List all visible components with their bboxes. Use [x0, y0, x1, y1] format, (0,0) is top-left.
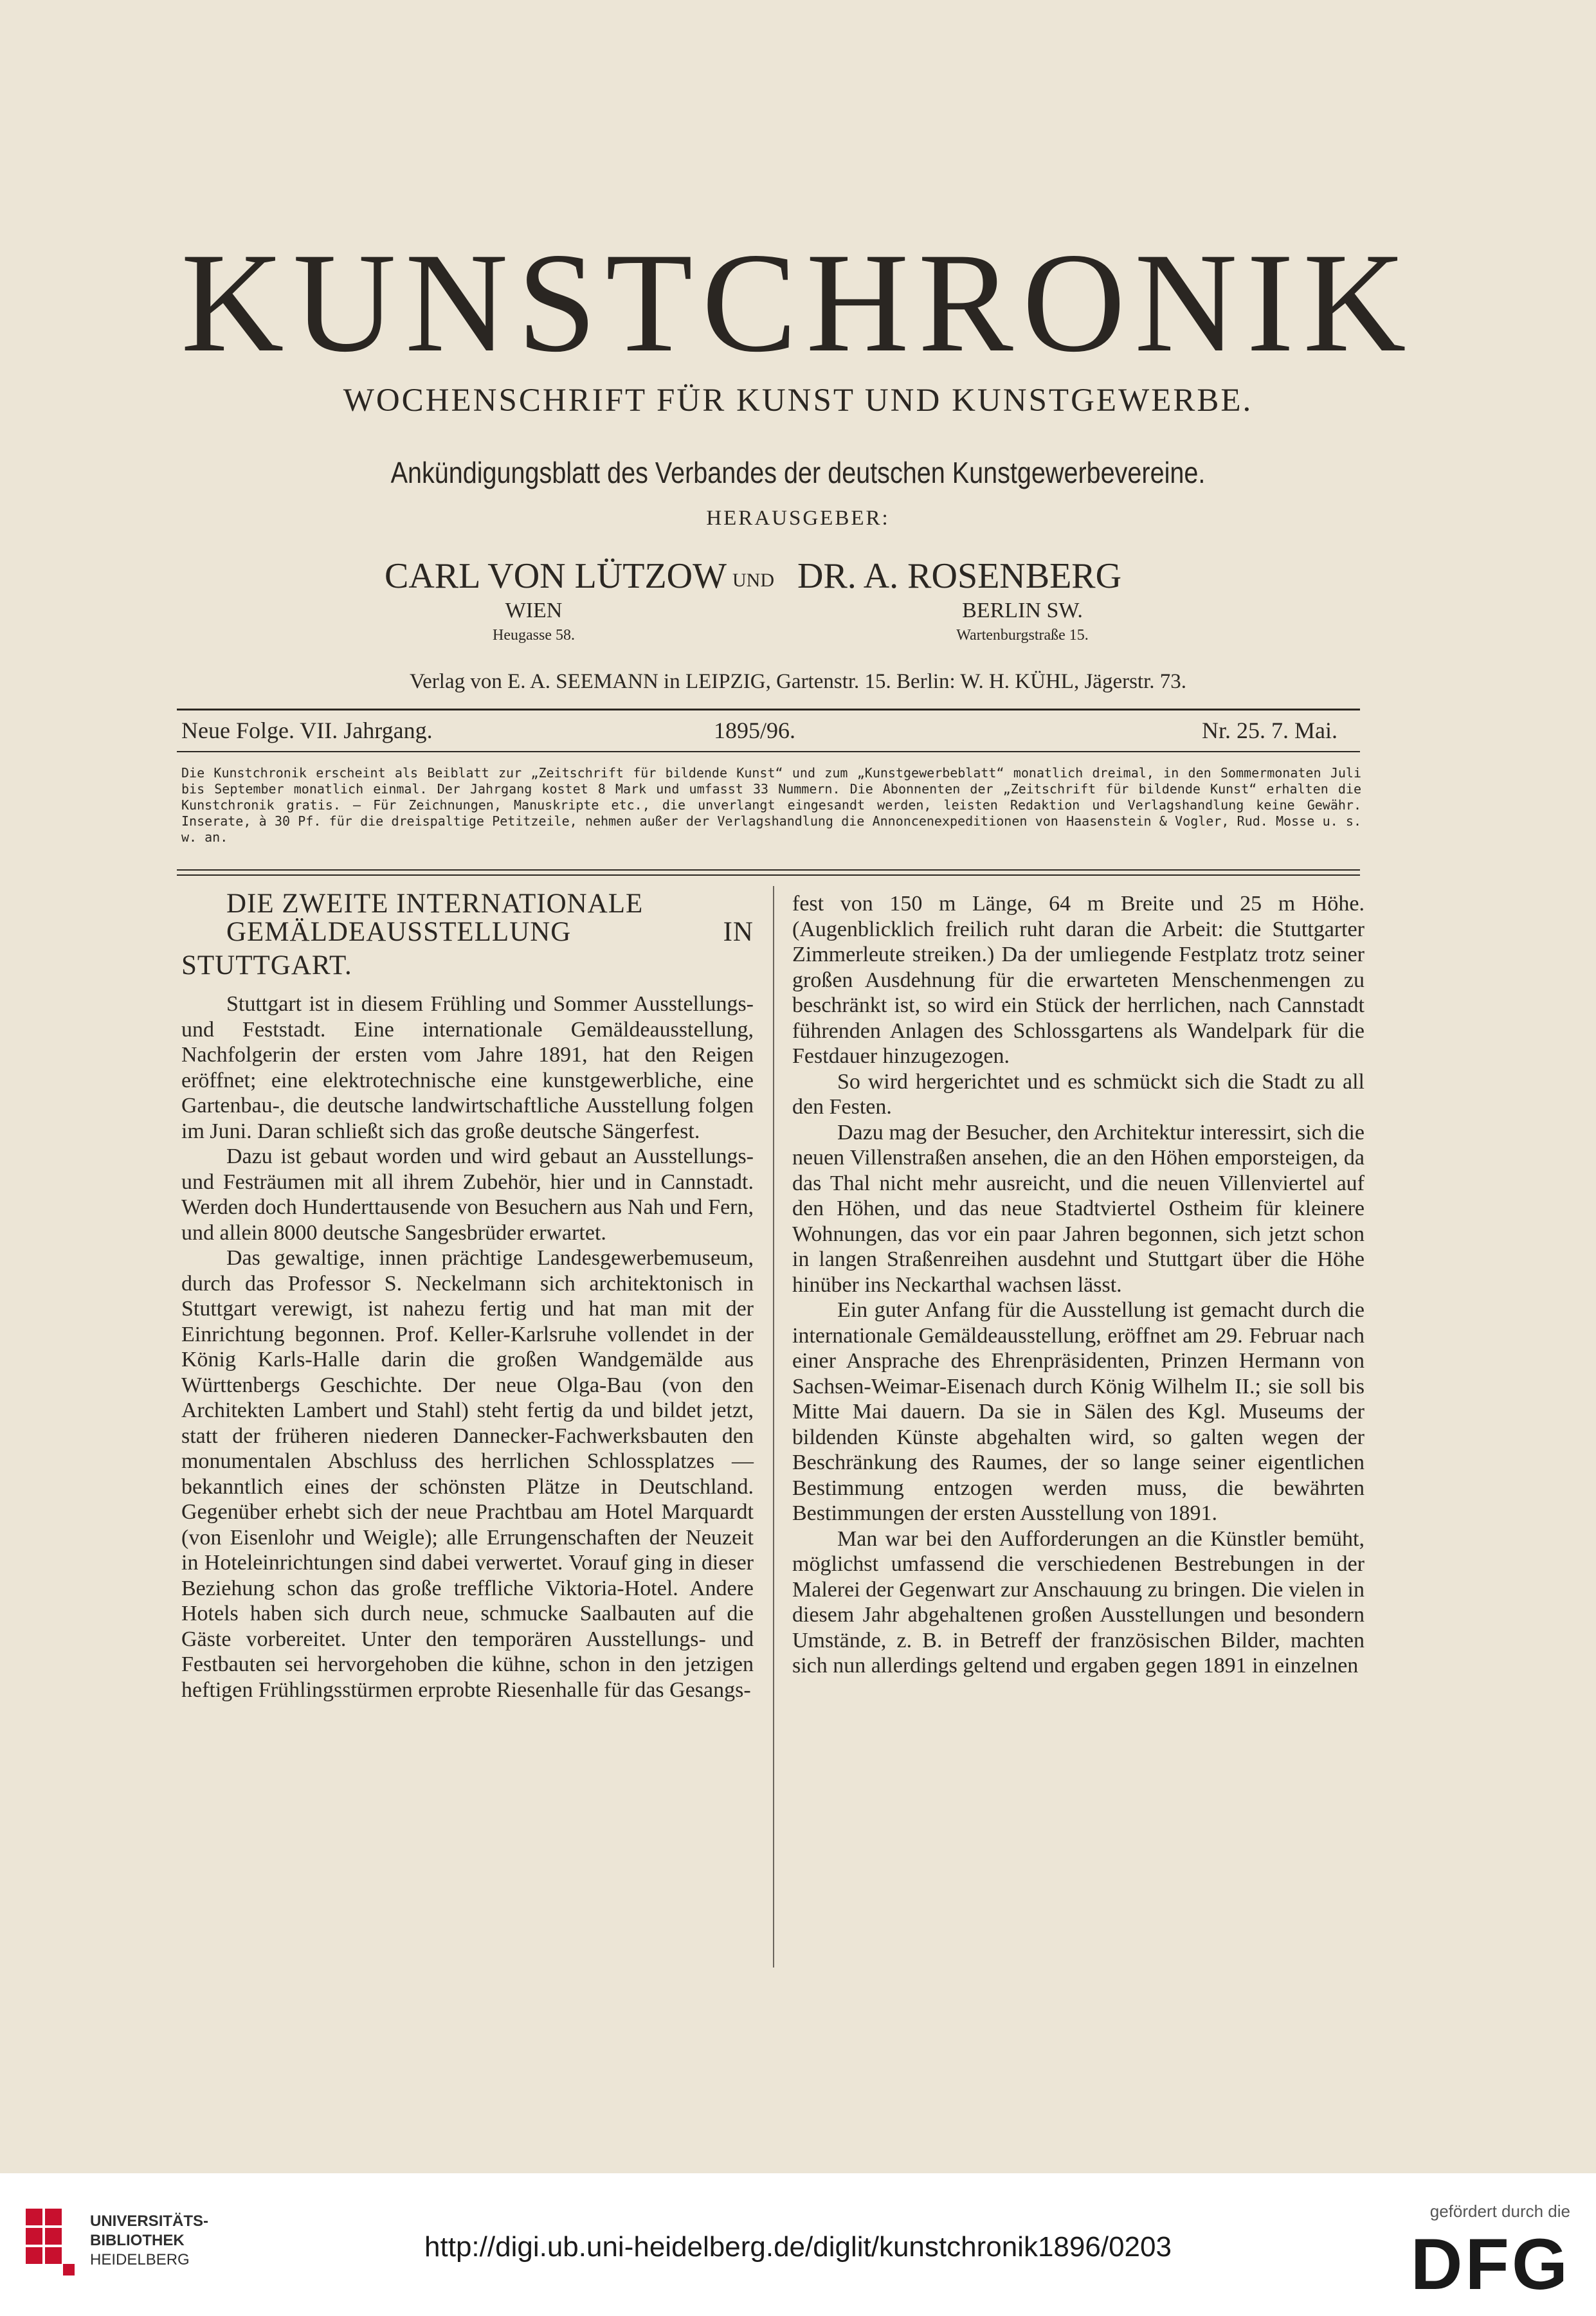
- editor-right-address: Wartenburgstraße 15.: [956, 627, 1089, 644]
- article-title-line2: GEMÄLDEAUSSTELLUNG IN STUTTGART.: [181, 917, 754, 981]
- masthead-announcement: Ankündigungsblatt des Verbandes der deutschen Kunstgewerbevereine.: [390, 456, 1206, 489]
- masthead-title: KUNSTCHRONIK: [181, 224, 1415, 382]
- sponsor-text: gefördert durch die: [1429, 2202, 1570, 2221]
- article-column-right: [792, 891, 1365, 1679]
- viewer-footer: [0, 2173, 1596, 2316]
- subscription-notice: Die Kunstchronik erscheint als Beiblatt zur „Zeitschrift für bildende Kunst“ und zum „Kunstgewerbeblatt“ monatlich dreimal, in den Sommermonaten Juli bis September monatlich einmal. Der Jahrgang kostet 8 Mark und umfasst 33 Nummern. Die Abonnenten der „Zeitschrift für bildende Kunst“ erhalten die Kunstchronik gratis. — Für Zeichnungen, Manuskripte etc., die unverlangt eingesandt werden, leisten Redaktion und Verlagshandlung keine Gewähr. Inserate, à 30 Pf. für die dreispaltige Petitzeile, nehmen außer der Verlagshandlung die Annoncenexpeditionen von Haasenstein & Vogler, Rud. Mosse u. s. w. an.: [181, 765, 1361, 845]
- notice-rule-1: [177, 869, 1360, 871]
- dfg-logo: DFG: [1410, 2224, 1570, 2304]
- issue-year: 1895/96.: [714, 718, 796, 743]
- paragraph: Man war bei den Aufforderungen an die Künstler bemüht, möglichst umfassend die verschiedenen Bestrebungen in der Malerei der Gegenwart zur Anschauung zu bringen. Die vielen in diesem Jahr abgehaltenen großen Ausstellungen und besondern Umstände, z. B. in Betreff der französischen Bilder, machten sich nun allerdings geltend und ergaben gegen 1891 in einzelnen: [792, 1526, 1365, 1678]
- paragraph: So wird hergerichtet und es schmückt sich die Stadt zu all den Festen.: [792, 1069, 1365, 1119]
- library-name-line3: HEIDELBERG: [90, 2251, 190, 2268]
- editor-left-name: CARL VON LÜTZOW: [385, 556, 727, 596]
- column-separator: [773, 886, 774, 1968]
- permalink-url[interactable]: http://digi.ub.uni-heidelberg.de/diglit/kunstchronik1896/0203: [424, 2231, 1172, 2263]
- article-column-left: [181, 887, 754, 1703]
- paragraph: Das gewaltige, innen prächtige Landesgewerbemuseum, durch das Professor S. Neckelmann sich architektonisch in Stuttgart verewigt, ist nahezu fertig und hat man mit der Einrichtung begonnen. Prof. Keller-Karlsruhe vollendet in der König Karls-Halle darin die großen Wandgemälde aus Württenbergs Geschichte. Der neue Olga-Bau (von den Architekten Lambert und Stahl) steht fertig da und bildet jetzt, statt der früheren niederen Dannecker-Fachwerksbauten den monumentalen Abschluss des herrlichen Schlossplatzes — bekanntlich eines der schönsten Plätze in Deutschland. Gegenüber erhebt sich der neue Prachtbau am Hotel Marquardt (von Eisenlohr und Weigle); alle Errungenschaften der Neuzeit in Hoteleinrichtungen sind dabei verwertet. Vorauf ging in dieser Beziehung schon das große treffliche Viktoria-Hotel. Andere Hotels haben sich durch neue, schmucke Saalbauten auf die Gäste vorbereitet. Unter den temporären Ausstellungs- und Festbauten sei hervorgehoben die kühne, schon in den jetzigen heftigen Frühlingsstürmen erprobte Riesenhalle für das Gesangs-: [181, 1246, 754, 1702]
- article-title-line1: DIE ZWEITE INTERNATIONALE: [226, 889, 644, 919]
- issue-rule-top: [177, 709, 1360, 710]
- editor-right-city: BERLIN SW.: [962, 599, 1083, 622]
- issue-number: Nr. 25. 7. Mai.: [1202, 718, 1338, 743]
- paragraph: Dazu mag der Besucher, den Architektur interessirt, sich die neuen Villenstraßen ansehen, die an den Höhen emporsteigen, da das Thal nicht mehr ausreicht, und die neuen Villenviertel auf den Höhen, und das neue Stadtviertel Ostheim für kleinere Wohnungen, das vor ein paar Jahren begonnen, sich jetzt schon in langen Straßenreihen ausdehnt und Stuttgart über die Höhe hinüber ins Neckarthal wachsen lässt.: [792, 1120, 1365, 1297]
- masthead-subtitle: WOCHENSCHRIFT FÜR KUNST UND KUNSTGEWERBE.: [343, 383, 1253, 419]
- editor-left-address: Heugasse 58.: [493, 627, 575, 644]
- editor-left-city: WIEN: [505, 599, 563, 622]
- editor-connector: UND: [732, 570, 774, 591]
- issue-series: Neue Folge. VII. Jahrgang.: [181, 718, 433, 743]
- library-name-line2: BIBLIOTHEK: [90, 2232, 185, 2249]
- library-name-line1: UNIVERSITÄTS-: [90, 2212, 209, 2230]
- publisher-line: Verlag von E. A. SEEMANN in LEIPZIG, Gartenstr. 15. Berlin: W. H. KÜHL, Jägerstr. 73.: [409, 670, 1187, 693]
- paragraph: fest von 150 m Länge, 64 m Breite und 25 m Höhe. (Augenblicklich freilich ruht daran die Arbeit: die Stuttgarter Zimmerleute streiken.) Da der umliegende Festplatz trotz seiner großen Ausdehnung für die erwarteten Menschenmengen zu beschränkt ist, so wird ein Stück der herrlichen, nach Cannstadt führenden Anlagen des Schlossgartens als Wandelpark für die Festdauer hinzugezogen.: [792, 892, 1365, 1068]
- issue-rule-bottom: [177, 751, 1360, 752]
- notice-rule-2: [177, 874, 1360, 876]
- paragraph: Ein guter Anfang für die Ausstellung ist gemacht durch die internationale Gemäldeausstellung, eröffnet am 29. Februar nach einer Ansprache des Ehrenpräsidenten, Prinzen Hermann von Sachsen-Weimar-Eisenach durch König Wilhelm II.; sie soll bis Mitte Mai dauern. Da sie in Sälen des Kgl. Museums der bildenden Künste abgehalten wird, so galten wegen der Beschränkung des Raumes, der so lange seiner eigentlichen Bestimmung entzogen werden muss, die bewährten Bestimmungen der ersten Ausstellung von 1891.: [792, 1298, 1365, 1525]
- paragraph: Stuttgart ist in diesem Frühling und Sommer Ausstellungs- und Feststadt. Eine internationale Gemäldeausstellung, Nachfolgerin der ersten vom Jahre 1891, hat den Reigen eröffnet; eine elektrotechnische eine kunstgewerbliche, eine Gartenbau-, die deutsche landwirtschaftliche Ausstellung folgen im Juni. Daran schließt sich das große deutsche Sängerfest.: [181, 992, 754, 1143]
- paragraph: Dazu ist gebaut worden und wird gebaut an Ausstellungs- und Festräumen mit all ihrem Zubehör, hier und in Cannstadt. Werden doch Hunderttausende von Besuchern aus Nah und Fern, und allein 8000 deutsche Sangesbrüder erwartet.: [181, 1144, 754, 1245]
- herausgeber-label: HERAUSGEBER:: [706, 507, 890, 530]
- editor-right-name: DR. A. ROSENBERG: [797, 556, 1122, 596]
